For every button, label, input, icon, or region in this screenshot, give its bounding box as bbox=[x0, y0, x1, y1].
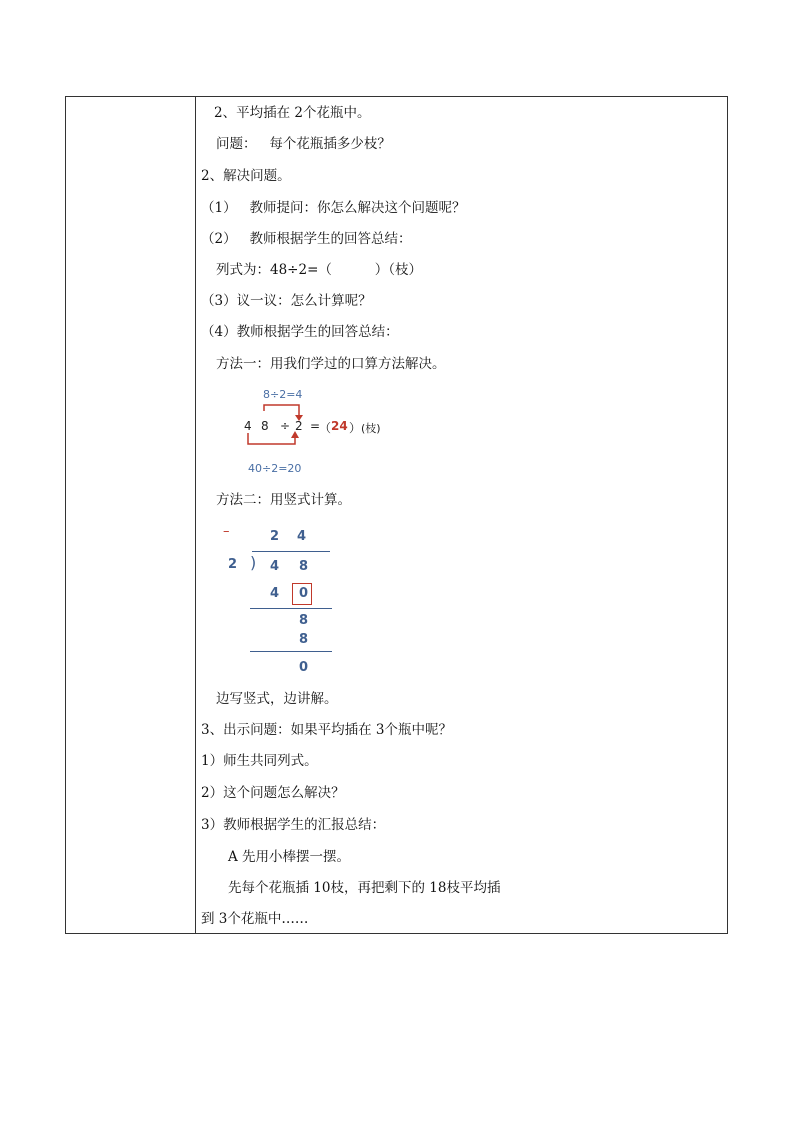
mental-math-answer: 24 bbox=[331, 419, 348, 433]
long-division-dash: – bbox=[223, 524, 230, 539]
text-line: 2、平均插在 2个花瓶中。 bbox=[214, 105, 371, 121]
mental-math-unit: (枝) bbox=[361, 422, 381, 435]
mental-math-paren: （ bbox=[319, 421, 332, 435]
lesson-table bbox=[65, 96, 728, 934]
text-line: 3）教师根据学生的汇报总结： bbox=[201, 817, 386, 833]
subtraction-line bbox=[250, 608, 332, 609]
subtraction-line bbox=[250, 651, 332, 652]
text-line: 先每个花瓶插 10枝，再把剩下的 18枝平均插 bbox=[228, 880, 501, 896]
text-line: （2） 教师根据学生的回答总结： bbox=[201, 231, 412, 247]
text-line: 问题： 每个花瓶插多少枝？ bbox=[216, 136, 391, 152]
text-line: 列式为：48÷2=（ ）（枝） bbox=[216, 262, 423, 278]
bring-down-digit: 8 bbox=[299, 613, 309, 628]
text-line: （4）教师根据学生的回答总结： bbox=[201, 324, 399, 340]
mental-math-paren: ） bbox=[349, 421, 362, 435]
column-divider bbox=[195, 97, 196, 933]
dividend-digit: 4 bbox=[270, 559, 280, 574]
text-line: （3）议一议：怎么计算呢？ bbox=[201, 293, 372, 309]
text-line: （1） 教师提问：你怎么解决这个问题呢？ bbox=[201, 200, 466, 216]
mental-math-digit: 8 bbox=[261, 419, 269, 433]
mental-math-figure bbox=[243, 386, 393, 480]
mental-math-divisor: 2 bbox=[295, 419, 303, 433]
remainder-digit: 0 bbox=[299, 660, 309, 675]
highlight-box bbox=[292, 583, 312, 605]
step-digit: 8 bbox=[299, 632, 309, 647]
mental-math-equals: = bbox=[310, 419, 321, 433]
long-division-figure bbox=[222, 520, 340, 678]
text-line: 方法一：用我们学过的口算方法解决。 bbox=[216, 356, 446, 372]
division-bar bbox=[252, 551, 330, 552]
mental-math-top-note: 8÷2=4 bbox=[263, 388, 303, 401]
quotient-digit: 4 bbox=[297, 529, 307, 544]
dividend-digit: 8 bbox=[299, 559, 309, 574]
text-line: 方法二：用竖式计算。 bbox=[216, 492, 351, 508]
division-bracket: ) bbox=[250, 553, 257, 572]
text-line: 1）师生共同列式。 bbox=[201, 753, 318, 769]
text-line: 2）这个问题怎么解决？ bbox=[201, 785, 345, 801]
mental-math-operator: ÷ bbox=[280, 419, 291, 433]
step-digit: 4 bbox=[270, 586, 280, 601]
quotient-digit: 2 bbox=[270, 529, 280, 544]
long-division-divisor: 2 bbox=[228, 557, 238, 572]
mental-math-digit: 4 bbox=[244, 419, 252, 433]
text-line: 2、解决问题。 bbox=[201, 168, 291, 184]
text-line: A 先用小棒摆一摆。 bbox=[228, 849, 351, 865]
text-line: 到 3个花瓶中…… bbox=[201, 911, 309, 927]
step-digit: 0 bbox=[299, 586, 309, 601]
text-line: 3、出示问题：如果平均插在 3个瓶中呢？ bbox=[201, 722, 452, 738]
mental-math-bottom-note: 40÷2=20 bbox=[248, 462, 302, 475]
text-line: 边写竖式，边讲解。 bbox=[216, 691, 338, 707]
